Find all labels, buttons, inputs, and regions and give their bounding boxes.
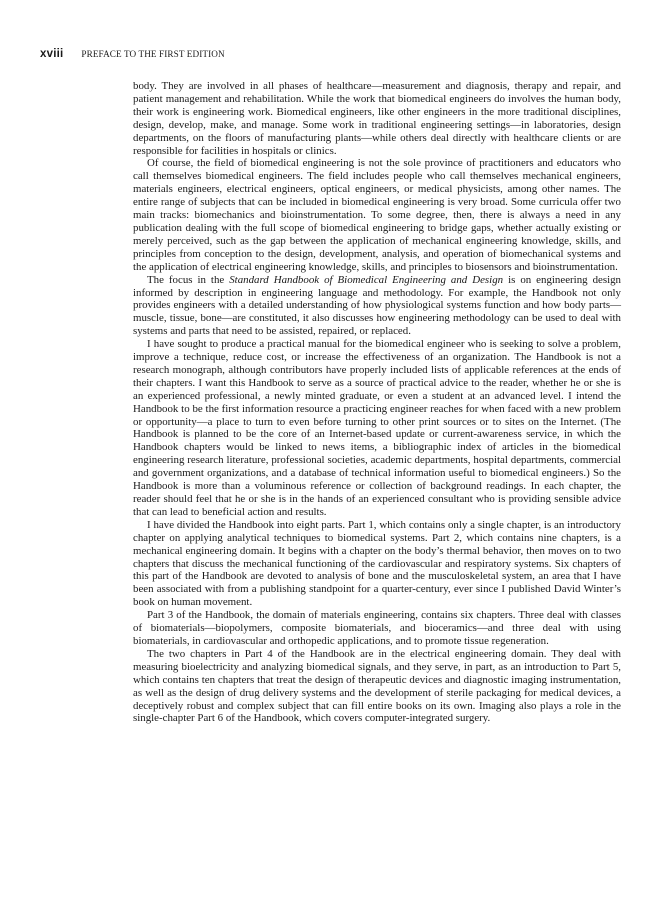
paragraph: The two chapters in Part 4 of the Handbook are in the electrical engineering domain. They deal with measuring bioelectricity and analyzing biomedical signals, and they serve, in part, as an introduction to Part 5, which contains ten chapters that treat the design of therapeutic devices and diagnostic imaging instrumentation, as well as the design of drug delivery systems and the development of sterile packaging for medical devices, a deceptively robust and complex subject that can fill entire books on its own. Imaging also plays a role in the single-chapter Part 6 of the Handbook, which covers computer-integrated surgery. — [133, 647, 621, 725]
paragraph: Part 3 of the Handbook, the domain of materials engineering, contains six chapters. Three deal with classes of biomaterials—biopolymers, composite biomaterials, and bioceramics—and three deal with using biomaterials, in cardiovascular and orthopedic applications, and to promote tissue regeneration. — [133, 609, 621, 647]
paragraph: I have sought to produce a practical manual for the biomedical engineer who is seeking to solve a problem, improve a technique, reduce cost, or increase the effectiveness of an organization. The Handbook is not a research monograph, although contributors have properly included lists of applicable references at the ends of their chapters. I want this Handbook to serve as a source of practical advice to the reader, whether he or she is an experienced professional, a newly minted graduate, or even a student at an advanced level. I intend the Handbook to be the first information resource a practicing engineer reaches for when faced with a new problem or opportunity—a place to turn to even before turning to other print sources or to sites on the Internet. (The Handbook is planned to be the core of an Internet-based update or current-awareness service, in which the Handbook chapters would be linked to news items, a bibliographic index of articles in the biomedical engineering research literature, professional societies, academic departments, hospital departments, commercial and government organizations, and a database of technical information useful to biomedical engineers.) So the Handbook is more than a voluminous reference or collection of background readings. In each chapter, the reader should feel that he or she is in the hands of an experienced consultant who is providing sensible advice that can lead to beneficial action and results. — [133, 338, 621, 518]
running-title: PREFACE TO THE FIRST EDITION — [81, 49, 225, 59]
body-text — [133, 80, 621, 725]
paragraph — [133, 274, 621, 339]
paragraph: Of course, the field of biomedical engineering is not the sole province of practitioners and educators who call themselves biomedical engineers. The field includes people who call themselves mechanical engineers, materials engineers, electrical engineers, optical engineers, or medical physicists, among other names. The entire range of subjects that can be included in biomedical engineering is very broad. Some curricula offer two main tracks: biomechanics and bioinstrumentation. To some degree, then, there is always a need in any publication dealing with the full scope of biomedical engineering to bridge gaps, whether actually existing or merely perceived, such as the gap between the application of mechanical engineering knowledge, skills, and principles from conception to the design, development, analysis, and operation of biomechanical systems and the application of electrical engineering knowledge, skills, and principles to biosensors and bioinstrumentation. — [133, 157, 621, 273]
running-header — [40, 48, 225, 64]
paragraph-text-before-title: The focus in the — [147, 273, 230, 286]
paragraph-text-after-title: is on engineering design informed by description in engineering language and methodology. For example, the Handbook not only provides engineers with a detailed understanding of how physiological systems function and how body parts—muscle, tissue, bone—are constituted, it also discusses how engineering methodology can be used to deal with systems and parts that need to be assisted, repaired, or replaced. — [133, 273, 622, 338]
book-title: Standard Handbook of Biomedical Engineering and Design — [229, 273, 504, 286]
paragraph: body. They are involved in all phases of healthcare—measurement and diagnosis, therapy and repair, and patient management and rehabilitation. While the work that biomedical engineers do involves the human body, their work is engineering work. Biomedical engineers, like other engineers in the more traditional disciplines, design, develop, make, and manage. Some work in traditional engineering settings—in laboratories, design departments, on the floors of manufacturing plants—while others deal directly with healthcare clients or are responsible for facilities in hospitals or clinics. — [133, 80, 621, 157]
page-number: xviii — [40, 48, 64, 60]
paragraph: I have divided the Handbook into eight parts. Part 1, which contains only a single chapter, is an introductory chapter on applying analytical techniques to biomedical systems. Part 2, which contains nine chapters, is a mechanical engineering domain. It begins with a chapter on the body’s thermal behavior, then moves on to two chapters that discuss the mechanical functioning of the cardiovascular and respiratory systems. Six chapters of this part of the Handbook are devoted to analysis of bone and the musculoskeletal system, an area that I have been associated with from a publishing standpoint for a quarter-century, ever since I published David Winter’s book on human movement. — [133, 518, 621, 609]
